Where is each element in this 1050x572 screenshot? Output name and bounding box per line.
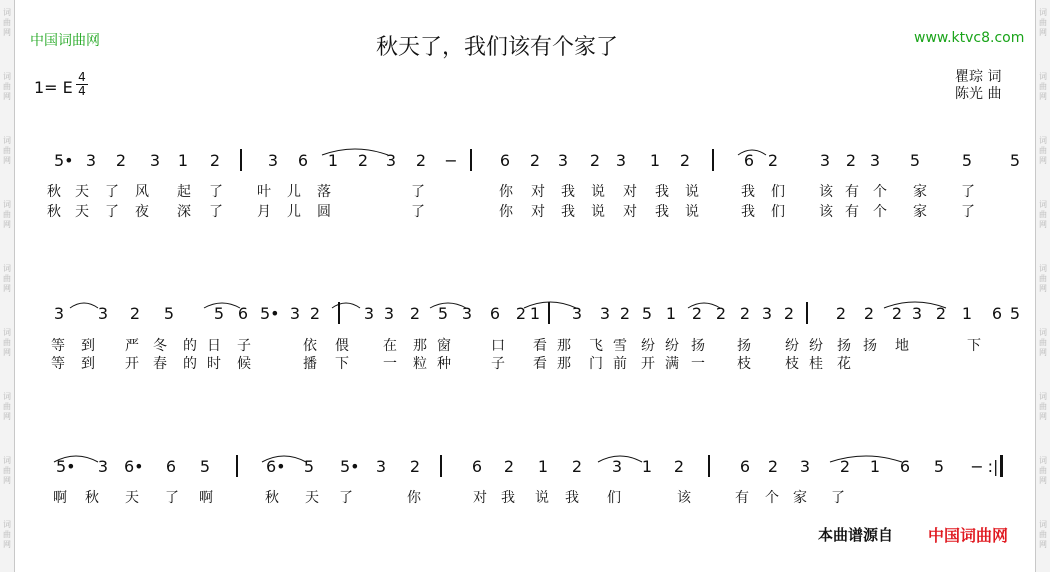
lyric-char: 等 bbox=[51, 356, 65, 372]
composer-credit: 陈光 曲 bbox=[955, 86, 1002, 102]
lyric-char: 雪 bbox=[613, 338, 627, 354]
lyric-char: 了 bbox=[831, 490, 845, 506]
side-watermark-char: 网 bbox=[3, 28, 11, 37]
side-watermark-char: 词 bbox=[1039, 72, 1047, 81]
note: 2 bbox=[891, 304, 903, 323]
note: 5 bbox=[163, 304, 175, 323]
lyric-char: 说 bbox=[591, 204, 605, 220]
lyric-char: 的 bbox=[183, 356, 197, 372]
lyric-char: 你 bbox=[499, 184, 513, 200]
barline bbox=[806, 302, 808, 324]
note: 2 bbox=[515, 304, 527, 323]
note: 5 bbox=[1009, 304, 1021, 323]
lyric-char: 我 bbox=[501, 490, 515, 506]
side-watermark-char: 曲 bbox=[1039, 146, 1047, 155]
note: 3 bbox=[615, 151, 627, 170]
side-watermark-char: 曲 bbox=[3, 338, 11, 347]
note: 6 bbox=[471, 457, 483, 476]
note: 6 bbox=[165, 457, 177, 476]
lyric-char: 一 bbox=[383, 356, 397, 372]
side-watermark-char: 曲 bbox=[1039, 82, 1047, 91]
lyric-char: 依 bbox=[303, 338, 317, 354]
lyric-char: 有 bbox=[735, 490, 749, 506]
lyric-char: 月 bbox=[257, 204, 271, 220]
note: 5• bbox=[56, 457, 76, 476]
lyric-char: 候 bbox=[237, 356, 251, 372]
lyric-char: 了 bbox=[105, 204, 119, 220]
side-watermark-char: 词 bbox=[1039, 392, 1047, 401]
note: 3 bbox=[911, 304, 923, 323]
source-label: 本曲谱源自 bbox=[818, 526, 894, 544]
side-watermark-char: 词 bbox=[1039, 328, 1047, 337]
note: 2 bbox=[767, 151, 779, 170]
note: 2 bbox=[209, 151, 221, 170]
note: 1 bbox=[869, 457, 881, 476]
lyric-char: 天 bbox=[305, 490, 319, 506]
lyric-char: 圆 bbox=[317, 204, 331, 220]
note: 6 bbox=[991, 304, 1003, 323]
note: 1 bbox=[961, 304, 973, 323]
side-watermark-char: 曲 bbox=[1039, 210, 1047, 219]
note: 5 bbox=[303, 457, 315, 476]
note: 3 bbox=[799, 457, 811, 476]
side-watermark-char: 曲 bbox=[1039, 18, 1047, 27]
note: 6 bbox=[237, 304, 249, 323]
side-watermark-char: 网 bbox=[1039, 348, 1047, 357]
side-watermark-char: 网 bbox=[3, 220, 11, 229]
lyric-char: 秋 bbox=[47, 184, 61, 200]
lyric-char: 播 bbox=[303, 356, 317, 372]
lyric-char: 该 bbox=[677, 490, 691, 506]
side-watermark-char: 网 bbox=[1039, 476, 1047, 485]
note: 5 bbox=[213, 304, 225, 323]
side-watermark-char: 曲 bbox=[3, 82, 11, 91]
note: 1 bbox=[537, 457, 549, 476]
note: 2 bbox=[839, 457, 851, 476]
lyric-char: 天 bbox=[125, 490, 139, 506]
lyric-char: 你 bbox=[499, 204, 513, 220]
lyric-char: 看 bbox=[533, 356, 547, 372]
lyric-char: 家 bbox=[793, 490, 807, 506]
note: 2 bbox=[619, 304, 631, 323]
note: 3 bbox=[375, 457, 387, 476]
lyric-char: 了 bbox=[339, 490, 353, 506]
note: 6 bbox=[739, 457, 751, 476]
lyricist-credit: 瞿琮 词 bbox=[955, 69, 1002, 85]
note: 1 bbox=[665, 304, 677, 323]
lyric-char: 秋 bbox=[47, 204, 61, 220]
barline bbox=[470, 149, 472, 171]
note: 2 bbox=[691, 304, 703, 323]
side-watermark-char: 网 bbox=[3, 348, 11, 357]
note: 6 bbox=[743, 151, 755, 170]
side-watermark-char: 词 bbox=[1039, 456, 1047, 465]
lyric-char: 等 bbox=[51, 338, 65, 354]
repeat-end-barline bbox=[1000, 455, 1003, 477]
lyric-char: 该 bbox=[819, 204, 833, 220]
lyric-char: 我 bbox=[655, 184, 669, 200]
note: 2 bbox=[835, 304, 847, 323]
lyric-char: 对 bbox=[531, 204, 545, 220]
lyric-char: 该 bbox=[819, 184, 833, 200]
lyric-char: 飞 bbox=[589, 338, 603, 354]
side-watermark-char: 词 bbox=[1039, 520, 1047, 529]
lyric-char: 子 bbox=[491, 356, 505, 372]
lyric-char: 子 bbox=[237, 338, 251, 354]
lyric-char: 说 bbox=[535, 490, 549, 506]
note: 3 bbox=[611, 457, 623, 476]
lyric-char: 对 bbox=[623, 204, 637, 220]
note: 6 bbox=[499, 151, 511, 170]
lyric-char: 前 bbox=[613, 356, 627, 372]
side-watermark-char: 词 bbox=[3, 520, 11, 529]
lyric-char: 儿 bbox=[287, 184, 301, 200]
repeat-sign: :| bbox=[987, 457, 999, 476]
lyric-char: 夜 bbox=[135, 204, 149, 220]
note: 3 bbox=[149, 151, 161, 170]
side-watermark-char: 网 bbox=[1039, 92, 1047, 101]
note: 3 bbox=[819, 151, 831, 170]
note: 2 bbox=[589, 151, 601, 170]
barline bbox=[240, 149, 242, 171]
side-watermark-char: 网 bbox=[1039, 220, 1047, 229]
site-url-right: www.ktvc8.com bbox=[914, 30, 1025, 46]
side-watermark-char: 词 bbox=[3, 456, 11, 465]
lyric-char: 满 bbox=[665, 356, 679, 372]
song-title: 秋天了，我们该有个家了 bbox=[376, 35, 619, 60]
lyric-char: 枝 bbox=[785, 356, 799, 372]
lyric-char: 深 bbox=[177, 204, 191, 220]
lyric-char: 冬 bbox=[153, 338, 167, 354]
note: 5 bbox=[933, 457, 945, 476]
side-watermark-char: 网 bbox=[1039, 412, 1047, 421]
slur-arc bbox=[70, 303, 98, 308]
lyric-char: 我 bbox=[561, 184, 575, 200]
lyric-char: 了 bbox=[209, 184, 223, 200]
lyric-char: 落 bbox=[317, 184, 331, 200]
side-watermark-char: 网 bbox=[3, 476, 11, 485]
lyric-char: 起 bbox=[177, 184, 191, 200]
note: 5 bbox=[199, 457, 211, 476]
lyric-char: 儿 bbox=[287, 204, 301, 220]
note: 1 bbox=[529, 304, 541, 323]
note: 5• bbox=[54, 151, 74, 170]
lyric-char: 一 bbox=[691, 356, 705, 372]
barline bbox=[708, 455, 710, 477]
note: 5 bbox=[961, 151, 973, 170]
side-watermark-char: 网 bbox=[1039, 540, 1047, 549]
note: 3 bbox=[761, 304, 773, 323]
lyric-char: 那 bbox=[413, 338, 427, 354]
note: 2 bbox=[129, 304, 141, 323]
lyric-char: 那 bbox=[557, 338, 571, 354]
lyric-char: 说 bbox=[685, 184, 699, 200]
note: 2 bbox=[739, 304, 751, 323]
lyric-char: 个 bbox=[873, 184, 887, 200]
lyric-char: 纷 bbox=[665, 338, 679, 354]
note: 6 bbox=[899, 457, 911, 476]
side-watermark-char: 曲 bbox=[3, 402, 11, 411]
lyric-char: 秋 bbox=[265, 490, 279, 506]
note: 5 bbox=[641, 304, 653, 323]
side-watermark-char: 词 bbox=[3, 264, 11, 273]
lyric-char: 的 bbox=[183, 338, 197, 354]
note: 2 bbox=[409, 304, 421, 323]
lyric-char: 粒 bbox=[413, 356, 427, 372]
side-watermark-char: 词 bbox=[3, 8, 11, 17]
lyric-char: 家 bbox=[913, 204, 927, 220]
side-watermark-char: 词 bbox=[1039, 200, 1047, 209]
site-name-left: 中国词曲网 bbox=[30, 33, 100, 49]
time-signature-top: 4 bbox=[78, 70, 86, 84]
lyric-char: 下 bbox=[335, 356, 349, 372]
lyric-char: 口 bbox=[491, 338, 505, 354]
lyric-char: 们 bbox=[771, 204, 785, 220]
lyric-char: 枝 bbox=[737, 356, 751, 372]
note: 2 bbox=[679, 151, 691, 170]
lyric-char: 窗 bbox=[437, 338, 451, 354]
key-signature: 1= E bbox=[34, 78, 73, 97]
lyric-char: 地 bbox=[895, 338, 909, 354]
side-watermark-char: 词 bbox=[3, 328, 11, 337]
lyric-char: 到 bbox=[81, 338, 95, 354]
side-watermark-char: 曲 bbox=[3, 530, 11, 539]
lyric-char: 家 bbox=[913, 184, 927, 200]
lyric-char: 啊 bbox=[53, 490, 67, 506]
note: 1 bbox=[327, 151, 339, 170]
note: 2 bbox=[767, 457, 779, 476]
side-watermark-char: 网 bbox=[3, 412, 11, 421]
side-watermark-char: 网 bbox=[3, 92, 11, 101]
lyric-char: 啊 bbox=[199, 490, 213, 506]
lyric-char: 在 bbox=[383, 338, 397, 354]
lyric-char: 桂 bbox=[809, 356, 823, 372]
side-watermark-char: 曲 bbox=[3, 274, 11, 283]
note: 2 bbox=[935, 304, 947, 323]
note: 3 bbox=[571, 304, 583, 323]
barline bbox=[236, 455, 238, 477]
side-watermark-char: 词 bbox=[3, 392, 11, 401]
lyric-char: 说 bbox=[685, 204, 699, 220]
note: 3 bbox=[85, 151, 97, 170]
lyric-char: 我 bbox=[565, 490, 579, 506]
note: 3 bbox=[461, 304, 473, 323]
note: 3 bbox=[97, 304, 109, 323]
side-watermark-char: 词 bbox=[3, 72, 11, 81]
lyric-char: 纷 bbox=[641, 338, 655, 354]
note: 3 bbox=[557, 151, 569, 170]
lyric-char: 叶 bbox=[257, 184, 271, 200]
lyric-char: 了 bbox=[411, 184, 425, 200]
lyric-char: 了 bbox=[961, 204, 975, 220]
barline bbox=[440, 455, 442, 477]
lyric-char: 日 bbox=[207, 338, 221, 354]
note: 2 bbox=[415, 151, 427, 170]
lyric-char: 扬 bbox=[837, 338, 851, 354]
note: 3 bbox=[53, 304, 65, 323]
note: 5• bbox=[340, 457, 360, 476]
time-signature-bottom: 4 bbox=[78, 84, 86, 98]
lyric-char: 门 bbox=[589, 356, 603, 372]
note: 6 bbox=[489, 304, 501, 323]
note: 5 bbox=[1009, 151, 1021, 170]
side-watermark-char: 网 bbox=[1039, 156, 1047, 165]
note: 2 bbox=[715, 304, 727, 323]
note: 5 bbox=[909, 151, 921, 170]
note: 3 bbox=[97, 457, 109, 476]
lyric-char: 我 bbox=[561, 204, 575, 220]
lyric-char: 天 bbox=[75, 184, 89, 200]
lyric-char: 到 bbox=[81, 356, 95, 372]
side-watermark-char: 网 bbox=[3, 284, 11, 293]
lyric-char: 偎 bbox=[335, 338, 349, 354]
source-site-name: 中国词曲网 bbox=[928, 526, 1009, 545]
lyric-char: 看 bbox=[533, 338, 547, 354]
note: 2 bbox=[571, 457, 583, 476]
side-watermark-char: 曲 bbox=[3, 466, 11, 475]
note: 2 bbox=[529, 151, 541, 170]
dash-extension: − bbox=[444, 151, 458, 170]
note: 6• bbox=[266, 457, 286, 476]
lyric-char: 有 bbox=[845, 204, 859, 220]
note: 2 bbox=[503, 457, 515, 476]
lyric-char: 时 bbox=[207, 356, 221, 372]
note: 3 bbox=[385, 151, 397, 170]
side-watermark-char: 词 bbox=[3, 200, 11, 209]
dash-extension: − bbox=[970, 457, 984, 476]
side-watermark-char: 词 bbox=[1039, 264, 1047, 273]
side-watermark-char: 曲 bbox=[1039, 530, 1047, 539]
lyric-char: 个 bbox=[765, 490, 779, 506]
lyric-char: 了 bbox=[105, 184, 119, 200]
lyric-char: 了 bbox=[209, 204, 223, 220]
note: 5 bbox=[437, 304, 449, 323]
side-watermark-char: 网 bbox=[3, 156, 11, 165]
barline bbox=[338, 302, 340, 324]
side-watermark-char: 词 bbox=[3, 136, 11, 145]
note: 6• bbox=[124, 457, 144, 476]
lyric-char: 扬 bbox=[737, 338, 751, 354]
lyric-char: 对 bbox=[531, 184, 545, 200]
side-watermark-char: 词 bbox=[1039, 136, 1047, 145]
lyric-char: 了 bbox=[411, 204, 425, 220]
lyric-char: 开 bbox=[125, 356, 139, 372]
lyric-char: 花 bbox=[837, 356, 851, 372]
lyric-char: 秋 bbox=[85, 490, 99, 506]
side-watermark-char: 曲 bbox=[1039, 466, 1047, 475]
note: 3 bbox=[289, 304, 301, 323]
lyric-char: 对 bbox=[623, 184, 637, 200]
lyric-char: 开 bbox=[641, 356, 655, 372]
time-signature bbox=[76, 72, 88, 97]
lyric-char: 我 bbox=[655, 204, 669, 220]
lyric-char: 扬 bbox=[863, 338, 877, 354]
side-watermark-char: 网 bbox=[3, 540, 11, 549]
lyric-char: 我 bbox=[741, 184, 755, 200]
note: 3 bbox=[267, 151, 279, 170]
lyric-char: 个 bbox=[873, 204, 887, 220]
note: 1 bbox=[649, 151, 661, 170]
note: 6 bbox=[297, 151, 309, 170]
lyric-char: 了 bbox=[961, 184, 975, 200]
note: 1 bbox=[177, 151, 189, 170]
note: 3 bbox=[363, 304, 375, 323]
lyric-char: 纷 bbox=[809, 338, 823, 354]
note: 2 bbox=[115, 151, 127, 170]
side-watermark-char: 曲 bbox=[1039, 338, 1047, 347]
lyric-char: 们 bbox=[771, 184, 785, 200]
lyric-char: 天 bbox=[75, 204, 89, 220]
lyric-char: 种 bbox=[437, 356, 451, 372]
note: 2 bbox=[845, 151, 857, 170]
note: 3 bbox=[383, 304, 395, 323]
note: 2 bbox=[863, 304, 875, 323]
note: 3 bbox=[599, 304, 611, 323]
note: 2 bbox=[673, 457, 685, 476]
barline bbox=[712, 149, 714, 171]
lyric-char: 你 bbox=[407, 490, 421, 506]
note: 5• bbox=[260, 304, 280, 323]
lyric-char: 对 bbox=[473, 490, 487, 506]
lyric-char: 我 bbox=[741, 204, 755, 220]
note: 2 bbox=[357, 151, 369, 170]
side-watermark-char: 曲 bbox=[1039, 402, 1047, 411]
side-watermark-char: 网 bbox=[1039, 284, 1047, 293]
barline bbox=[548, 302, 550, 324]
side-watermark-char: 曲 bbox=[3, 210, 11, 219]
lyric-char: 严 bbox=[125, 338, 139, 354]
side-watermark-char: 词 bbox=[1039, 8, 1047, 17]
lyric-char: 纷 bbox=[785, 338, 799, 354]
lyric-char: 说 bbox=[591, 184, 605, 200]
lyric-char: 下 bbox=[967, 338, 981, 354]
note: 3 bbox=[869, 151, 881, 170]
slur-arc bbox=[332, 303, 360, 308]
side-watermark-char: 曲 bbox=[1039, 274, 1047, 283]
lyric-char: 有 bbox=[845, 184, 859, 200]
lyric-char: 扬 bbox=[691, 338, 705, 354]
lyric-char: 春 bbox=[153, 356, 167, 372]
lyric-char: 们 bbox=[607, 490, 621, 506]
side-watermark-char: 曲 bbox=[3, 18, 11, 27]
lyric-char: 了 bbox=[165, 490, 179, 506]
note: 1 bbox=[641, 457, 653, 476]
side-watermark-char: 网 bbox=[1039, 28, 1047, 37]
note: 2 bbox=[309, 304, 321, 323]
lyric-char: 那 bbox=[557, 356, 571, 372]
side-watermark-char: 曲 bbox=[3, 146, 11, 155]
note: 2 bbox=[783, 304, 795, 323]
note: 2 bbox=[409, 457, 421, 476]
lyric-char: 风 bbox=[135, 184, 149, 200]
